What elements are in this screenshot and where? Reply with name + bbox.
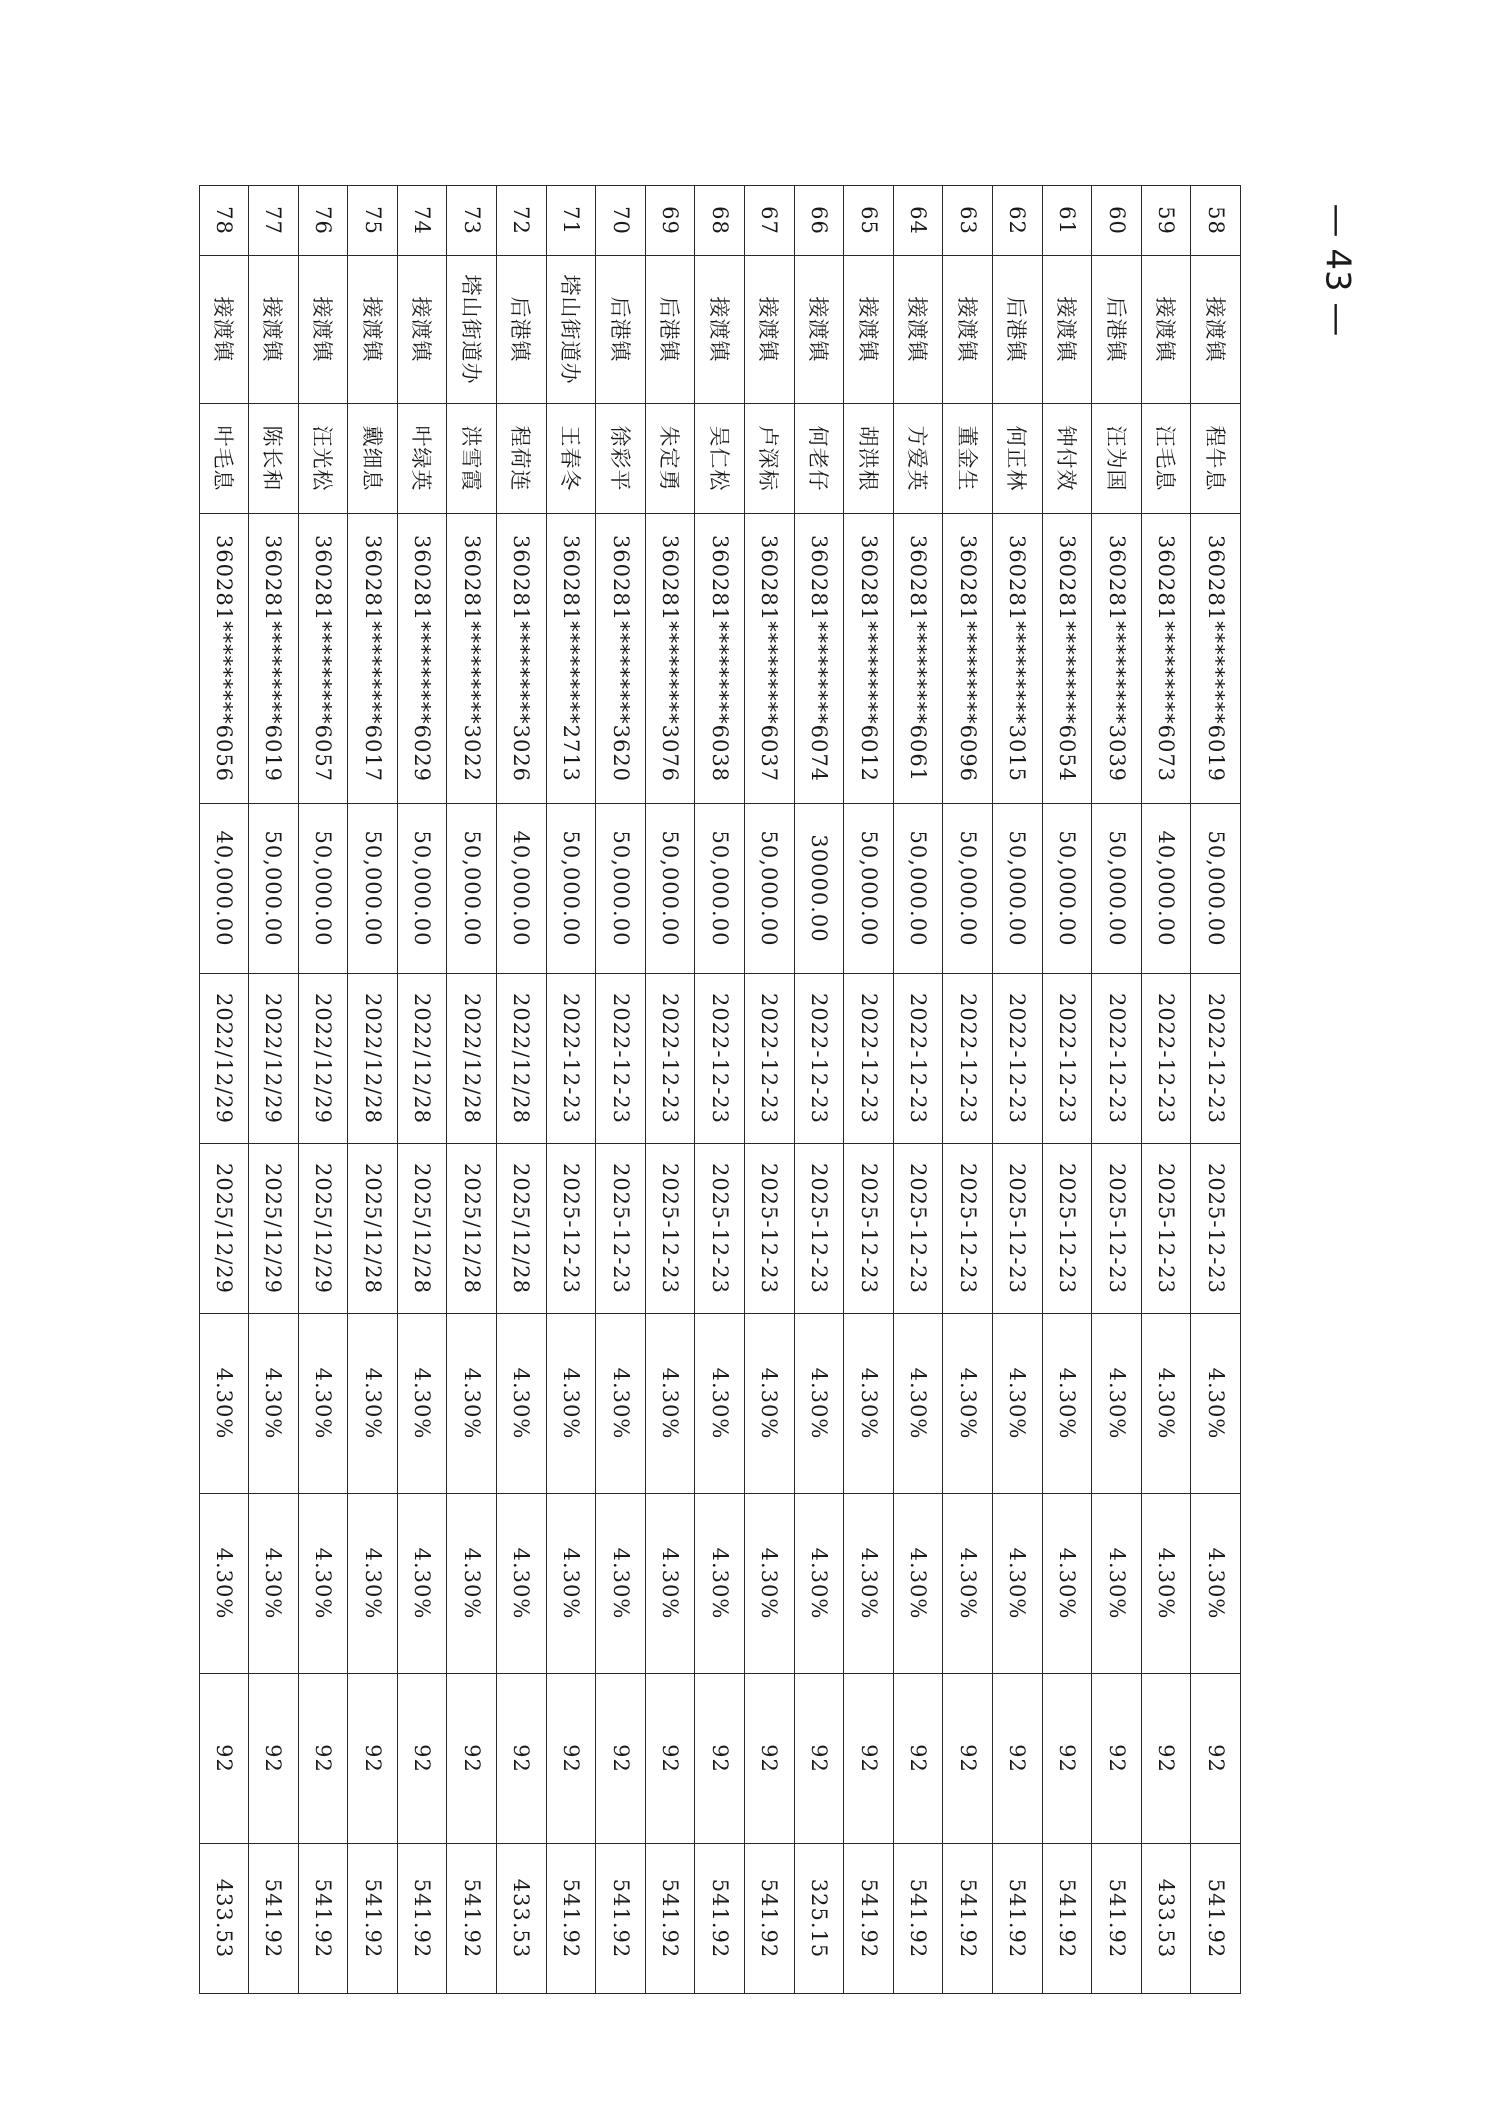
name-cell: 吴仁松: [695, 404, 745, 514]
subsidy-rate-cell: 4.30%: [745, 1494, 795, 1674]
id-number-cell: 360281*********3039: [1092, 514, 1142, 804]
table-row: [695, 186, 745, 1994]
interest-cell: 541.92: [1092, 1844, 1142, 1994]
start-date-cell: 2022/12/29: [298, 974, 348, 1144]
town-cell: 接渡镇: [893, 256, 943, 404]
rate-cell: 4.30%: [447, 1314, 497, 1494]
loan-amount-cell: 40,000.00: [497, 804, 547, 974]
loan-amount-cell: 50,000.00: [298, 804, 348, 974]
interest-cell: 325.15: [794, 1844, 844, 1994]
days-cell: 92: [695, 1674, 745, 1844]
days-cell: 92: [844, 1674, 894, 1844]
row-number: 64: [893, 186, 943, 256]
rate-cell: 4.30%: [893, 1314, 943, 1494]
loan-amount-cell: 50,000.00: [844, 804, 894, 974]
end-date-cell: 2025-12-23: [844, 1144, 894, 1314]
row-number: 68: [695, 186, 745, 256]
subsidy-rate-cell: 4.30%: [993, 1494, 1043, 1674]
table-row: [1092, 186, 1142, 1994]
start-date-cell: 2022/12/29: [199, 974, 249, 1144]
end-date-cell: 2025/12/28: [497, 1144, 547, 1314]
end-date-cell: 2025-12-23: [645, 1144, 695, 1314]
loan-amount-cell: 30000.00: [794, 804, 844, 974]
rate-cell: 4.30%: [645, 1314, 695, 1494]
rate-cell: 4.30%: [1141, 1314, 1191, 1494]
row-number: 76: [298, 186, 348, 256]
interest-cell: 541.92: [695, 1844, 745, 1994]
row-number: 69: [645, 186, 695, 256]
end-date-cell: 2025-12-23: [596, 1144, 646, 1314]
name-cell: 汪为国: [1092, 404, 1142, 514]
start-date-cell: 2022-12-23: [1042, 974, 1092, 1144]
end-date-cell: 2025-12-23: [794, 1144, 844, 1314]
town-cell: 接渡镇: [794, 256, 844, 404]
interest-cell: 541.92: [249, 1844, 299, 1994]
loan-amount-cell: 50,000.00: [397, 804, 447, 974]
end-date-cell: 2025-12-23: [943, 1144, 993, 1314]
rate-cell: 4.30%: [497, 1314, 547, 1494]
start-date-cell: 2022/12/28: [397, 974, 447, 1144]
rate-cell: 4.30%: [199, 1314, 249, 1494]
days-cell: 92: [397, 1674, 447, 1844]
subsidy-rate-cell: 4.30%: [1092, 1494, 1142, 1674]
start-date-cell: 2022/12/28: [497, 974, 547, 1144]
subsidy-rate-cell: 4.30%: [249, 1494, 299, 1674]
interest-cell: 541.92: [397, 1844, 447, 1994]
start-date-cell: 2022/12/28: [447, 974, 497, 1144]
table-row: [497, 186, 547, 1994]
table-row: [745, 186, 795, 1994]
table-row: [1141, 186, 1191, 1994]
interest-cell: 541.92: [1191, 1844, 1241, 1994]
town-cell: 接渡镇: [1042, 256, 1092, 404]
rate-cell: 4.30%: [348, 1314, 398, 1494]
rate-cell: 4.30%: [943, 1314, 993, 1494]
town-cell: 接渡镇: [1141, 256, 1191, 404]
id-number-cell: 360281*********3076: [645, 514, 695, 804]
interest-cell: 541.92: [844, 1844, 894, 1994]
name-cell: 叶绿英: [397, 404, 447, 514]
name-cell: 汪光松: [298, 404, 348, 514]
town-cell: 接渡镇: [249, 256, 299, 404]
id-number-cell: 360281*********6061: [893, 514, 943, 804]
name-cell: 方爱英: [893, 404, 943, 514]
table-row: [993, 186, 1043, 1994]
loan-amount-cell: 50,000.00: [1092, 804, 1142, 974]
days-cell: 92: [348, 1674, 398, 1844]
end-date-cell: 2025-12-23: [993, 1144, 1043, 1314]
town-cell: 接渡镇: [348, 256, 398, 404]
start-date-cell: 2022-12-23: [1092, 974, 1142, 1144]
rate-cell: 4.30%: [249, 1314, 299, 1494]
table-row: [943, 186, 993, 1994]
loan-amount-cell: 50,000.00: [447, 804, 497, 974]
subsidy-rate-cell: 4.30%: [695, 1494, 745, 1674]
town-cell: 接渡镇: [745, 256, 795, 404]
name-cell: 徐彩平: [596, 404, 646, 514]
name-cell: 董金生: [943, 404, 993, 514]
row-number: 66: [794, 186, 844, 256]
days-cell: 92: [447, 1674, 497, 1844]
id-number-cell: 360281*********6019: [1191, 514, 1241, 804]
table-row: [348, 186, 398, 1994]
subsidy-rate-cell: 4.30%: [596, 1494, 646, 1674]
subsidy-rate-cell: 4.30%: [348, 1494, 398, 1674]
rotated-table-page: [210, 185, 1241, 1993]
id-number-cell: 360281*********6038: [695, 514, 745, 804]
rate-cell: 4.30%: [1042, 1314, 1092, 1494]
days-cell: 92: [249, 1674, 299, 1844]
town-cell: 接渡镇: [298, 256, 348, 404]
subsidy-rate-cell: 4.30%: [397, 1494, 447, 1674]
row-number: 58: [1191, 186, 1241, 256]
town-cell: 塔山街道办: [447, 256, 497, 404]
days-cell: 92: [1191, 1674, 1241, 1844]
table-row: [298, 186, 348, 1994]
row-number: 60: [1092, 186, 1142, 256]
id-number-cell: 360281*********2713: [546, 514, 596, 804]
table-row: [794, 186, 844, 1994]
subsidy-rate-cell: 4.30%: [447, 1494, 497, 1674]
rate-cell: 4.30%: [1191, 1314, 1241, 1494]
id-number-cell: 360281*********6073: [1141, 514, 1191, 804]
town-cell: 接渡镇: [943, 256, 993, 404]
table-row: [893, 186, 943, 1994]
loan-amount-cell: 40,000.00: [1141, 804, 1191, 974]
interest-cell: 541.92: [348, 1844, 398, 1994]
interest-cell: 541.92: [447, 1844, 497, 1994]
loan-amount-cell: 50,000.00: [546, 804, 596, 974]
end-date-cell: 2025-12-23: [1141, 1144, 1191, 1314]
end-date-cell: 2025-12-23: [1042, 1144, 1092, 1314]
days-cell: 92: [1042, 1674, 1092, 1844]
table-body: [199, 186, 1240, 1994]
id-number-cell: 360281*********6074: [794, 514, 844, 804]
interest-cell: 541.92: [893, 1844, 943, 1994]
id-number-cell: 360281*********6096: [943, 514, 993, 804]
id-number-cell: 360281*********6012: [844, 514, 894, 804]
rate-cell: 4.30%: [596, 1314, 646, 1494]
start-date-cell: 2022-12-23: [1141, 974, 1191, 1144]
days-cell: 92: [497, 1674, 547, 1844]
town-cell: 接渡镇: [844, 256, 894, 404]
interest-cell: 541.92: [298, 1844, 348, 1994]
name-cell: 汪毛息: [1141, 404, 1191, 514]
days-cell: 92: [993, 1674, 1043, 1844]
name-cell: 胡洪根: [844, 404, 894, 514]
rate-cell: 4.30%: [298, 1314, 348, 1494]
start-date-cell: 2022-12-23: [794, 974, 844, 1144]
id-number-cell: 360281*********3015: [993, 514, 1043, 804]
id-number-cell: 360281*********3026: [497, 514, 547, 804]
subsidy-rate-cell: 4.30%: [1191, 1494, 1241, 1674]
row-number: 61: [1042, 186, 1092, 256]
subsidy-rate-cell: 4.30%: [893, 1494, 943, 1674]
end-date-cell: 2025-12-23: [1092, 1144, 1142, 1314]
id-number-cell: 360281*********6037: [745, 514, 795, 804]
row-number: 77: [249, 186, 299, 256]
end-date-cell: 2025/12/29: [298, 1144, 348, 1314]
loan-amount-cell: 50,000.00: [1042, 804, 1092, 974]
interest-cell: 541.92: [596, 1844, 646, 1994]
loan-amount-cell: 50,000.00: [249, 804, 299, 974]
rate-cell: 4.30%: [993, 1314, 1043, 1494]
row-number: 75: [348, 186, 398, 256]
id-number-cell: 360281*********3620: [596, 514, 646, 804]
start-date-cell: 2022-12-23: [645, 974, 695, 1144]
id-number-cell: 360281*********6017: [348, 514, 398, 804]
town-cell: 接渡镇: [199, 256, 249, 404]
table-row: [546, 186, 596, 1994]
town-cell: 塔山街道办: [546, 256, 596, 404]
name-cell: 程牛息: [1191, 404, 1241, 514]
end-date-cell: 2025/12/28: [447, 1144, 497, 1314]
name-cell: 戴细息: [348, 404, 398, 514]
start-date-cell: 2022-12-23: [893, 974, 943, 1144]
row-number: 72: [497, 186, 547, 256]
subsidy-rate-cell: 4.30%: [844, 1494, 894, 1674]
subsidy-rate-cell: 4.30%: [1042, 1494, 1092, 1674]
row-number: 63: [943, 186, 993, 256]
start-date-cell: 2022/12/29: [249, 974, 299, 1144]
loan-amount-cell: 50,000.00: [943, 804, 993, 974]
days-cell: 92: [745, 1674, 795, 1844]
table-row: [199, 186, 249, 1994]
rate-cell: 4.30%: [844, 1314, 894, 1494]
rate-cell: 4.30%: [745, 1314, 795, 1494]
table-row: [447, 186, 497, 1994]
start-date-cell: 2022-12-23: [943, 974, 993, 1144]
days-cell: 92: [1141, 1674, 1191, 1844]
town-cell: 接渡镇: [695, 256, 745, 404]
page-number-text: — 43 —: [1317, 203, 1358, 337]
town-cell: 后港镇: [1092, 256, 1142, 404]
subsidy-rate-cell: 4.30%: [546, 1494, 596, 1674]
loan-amount-cell: 50,000.00: [645, 804, 695, 974]
table-row: [596, 186, 646, 1994]
end-date-cell: 2025-12-23: [695, 1144, 745, 1314]
loan-amount-cell: 50,000.00: [695, 804, 745, 974]
interest-cell: 541.92: [645, 1844, 695, 1994]
town-cell: 接渡镇: [1191, 256, 1241, 404]
town-cell: 后港镇: [497, 256, 547, 404]
subsidy-rate-cell: 4.30%: [497, 1494, 547, 1674]
start-date-cell: 2022-12-23: [993, 974, 1043, 1144]
rate-cell: 4.30%: [695, 1314, 745, 1494]
id-number-cell: 360281*********6029: [397, 514, 447, 804]
name-cell: 陈长和: [249, 404, 299, 514]
name-cell: 钟付效: [1042, 404, 1092, 514]
town-cell: 后港镇: [645, 256, 695, 404]
loan-amount-cell: 40,000.00: [199, 804, 249, 974]
end-date-cell: 2025/12/29: [199, 1144, 249, 1314]
subsidy-rate-cell: 4.30%: [1141, 1494, 1191, 1674]
interest-cell: 541.92: [943, 1844, 993, 1994]
id-number-cell: 360281*********3022: [447, 514, 497, 804]
table-row: [249, 186, 299, 1994]
loan-amount-cell: 50,000.00: [596, 804, 646, 974]
days-cell: 92: [1092, 1674, 1142, 1844]
row-number: 65: [844, 186, 894, 256]
name-cell: 朱定勇: [645, 404, 695, 514]
subsidy-rate-cell: 4.30%: [199, 1494, 249, 1674]
interest-cell: 541.92: [745, 1844, 795, 1994]
loan-amount-cell: 50,000.00: [745, 804, 795, 974]
rate-cell: 4.30%: [794, 1314, 844, 1494]
days-cell: 92: [546, 1674, 596, 1844]
row-number: 71: [546, 186, 596, 256]
table-row: [397, 186, 447, 1994]
row-number: 73: [447, 186, 497, 256]
subsidy-rate-cell: 4.30%: [943, 1494, 993, 1674]
name-cell: 何老仔: [794, 404, 844, 514]
days-cell: 92: [298, 1674, 348, 1844]
town-cell: 后港镇: [596, 256, 646, 404]
name-cell: 洪雪霞: [447, 404, 497, 514]
start-date-cell: 2022-12-23: [695, 974, 745, 1144]
end-date-cell: 2025-12-23: [745, 1144, 795, 1314]
table-row: [1042, 186, 1092, 1994]
row-number: 59: [1141, 186, 1191, 256]
table-row: [645, 186, 695, 1994]
row-number: 78: [199, 186, 249, 256]
subsidy-rate-cell: 4.30%: [298, 1494, 348, 1674]
interest-cell: 433.53: [199, 1844, 249, 1994]
name-cell: 卢深标: [745, 404, 795, 514]
rate-cell: 4.30%: [397, 1314, 447, 1494]
loan-amount-cell: 50,000.00: [893, 804, 943, 974]
row-number: 70: [596, 186, 646, 256]
end-date-cell: 2025-12-23: [1191, 1144, 1241, 1314]
start-date-cell: 2022-12-23: [596, 974, 646, 1144]
start-date-cell: 2022/12/28: [348, 974, 398, 1144]
id-number-cell: 360281*********6056: [199, 514, 249, 804]
name-cell: 程荷连: [497, 404, 547, 514]
start-date-cell: 2022-12-23: [745, 974, 795, 1144]
id-number-cell: 360281*********6019: [249, 514, 299, 804]
interest-cell: 433.53: [497, 1844, 547, 1994]
interest-cell: 541.92: [1042, 1844, 1092, 1994]
end-date-cell: 2025-12-23: [546, 1144, 596, 1314]
interest-cell: 433.53: [1141, 1844, 1191, 1994]
rate-cell: 4.30%: [1092, 1314, 1142, 1494]
row-number: 67: [745, 186, 795, 256]
table-row: [844, 186, 894, 1994]
days-cell: 92: [794, 1674, 844, 1844]
row-number: 74: [397, 186, 447, 256]
loan-amount-cell: 50,000.00: [1191, 804, 1241, 974]
id-number-cell: 360281*********6054: [1042, 514, 1092, 804]
interest-cell: 541.92: [993, 1844, 1043, 1994]
name-cell: 王春冬: [546, 404, 596, 514]
days-cell: 92: [645, 1674, 695, 1844]
table-row: [1191, 186, 1241, 1994]
start-date-cell: 2022-12-23: [546, 974, 596, 1144]
days-cell: 92: [596, 1674, 646, 1844]
loan-amount-cell: 50,000.00: [348, 804, 398, 974]
days-cell: 92: [943, 1674, 993, 1844]
rate-cell: 4.30%: [546, 1314, 596, 1494]
town-cell: 接渡镇: [397, 256, 447, 404]
name-cell: 叶毛息: [199, 404, 249, 514]
end-date-cell: 2025/12/29: [249, 1144, 299, 1314]
loan-amount-cell: 50,000.00: [993, 804, 1043, 974]
name-cell: 何正林: [993, 404, 1043, 514]
start-date-cell: 2022-12-23: [1191, 974, 1241, 1144]
days-cell: 92: [893, 1674, 943, 1844]
town-cell: 后港镇: [993, 256, 1043, 404]
row-number: 62: [993, 186, 1043, 256]
interest-cell: 541.92: [546, 1844, 596, 1994]
page-number: [1312, 195, 1362, 345]
subsidy-rate-cell: 4.30%: [794, 1494, 844, 1674]
end-date-cell: 2025/12/28: [348, 1144, 398, 1314]
loan-interest-table: [199, 185, 1241, 1994]
days-cell: 92: [199, 1674, 249, 1844]
start-date-cell: 2022-12-23: [844, 974, 894, 1144]
end-date-cell: 2025/12/28: [397, 1144, 447, 1314]
subsidy-rate-cell: 4.30%: [645, 1494, 695, 1674]
end-date-cell: 2025-12-23: [893, 1144, 943, 1314]
id-number-cell: 360281*********6057: [298, 514, 348, 804]
